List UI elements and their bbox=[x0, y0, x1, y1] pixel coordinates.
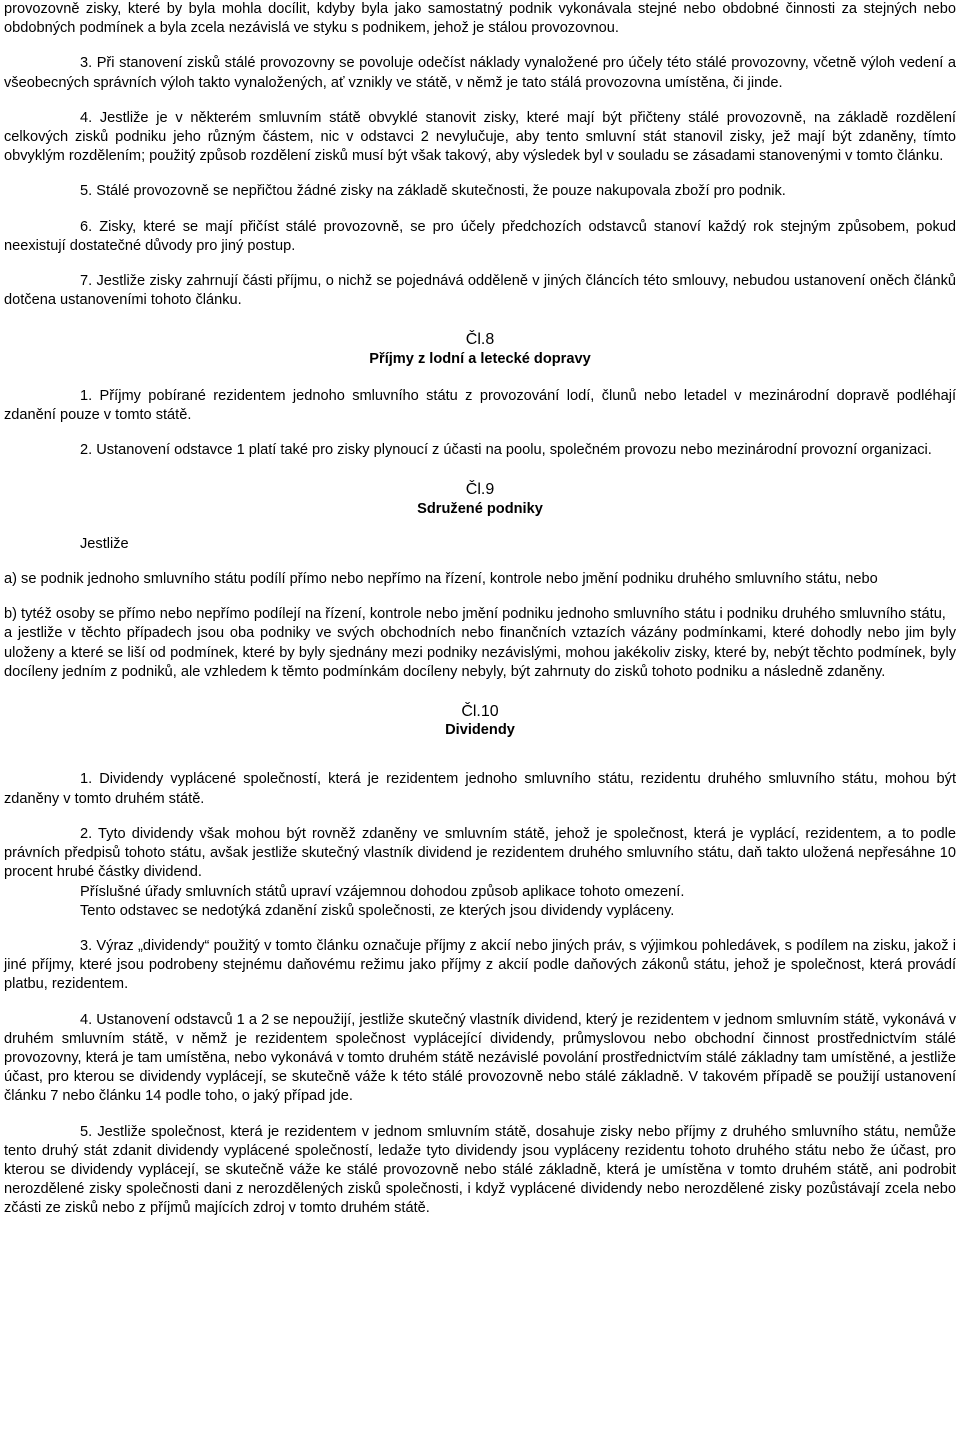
paragraph-6: 6. Zisky, které se mají přičíst stálé provozovně, se pro účely předchozích odstavců stanoví každý rok stejným způsobem, pokud neexistují dostatečné důvody pro jiný postup. bbox=[4, 218, 956, 254]
article-9-item-a: a) se podnik jednoho smluvního státu podílí přímo nebo nepřímo na řízení, kontrole nebo jmění podniku druhého smluvního státu, nebo bbox=[4, 571, 878, 588]
article-10-paragraph-2: 2. Tyto dividendy však mohou být rovněž zdaněny ve smluvním státě, jehož je společnost, která je vyplácí, rezidentem, a to podle právních předpisů tohoto státu, avšak jestliže skutečný vlastník dividend je rezidentem druhého smluvního státu, daň takto uložená nepřesáhne 10 procent hrubé částky dividend. bbox=[4, 825, 956, 881]
article-10-paragraph-2b: Příslušné úřady smluvních států upraví vzájemnou dohodou způsob aplikace tohoto omezení. bbox=[80, 883, 685, 900]
document-page bbox=[4, 0, 956, 1219]
article-8-heading bbox=[4, 330, 956, 368]
paragraph-5: 5. Stálé provozovně se nepřičtou žádné zisky na základě skutečnosti, že pouze nakupovala zboží pro podnik. bbox=[80, 183, 786, 200]
article-10-heading bbox=[4, 702, 956, 740]
paragraph-4: 4. Jestliže je v některém smluvním státě obvyklé stanovit zisky, které mají být přičteny stálé provozovně, na základě rozdělení celkových zisků podniku jeho různým částem, nic v odstavci 2 nevylučuje, aby tento smluvní stát stanovil zisky, jež mají být zdaněny, tímto obvyklým rozdělením; použitý způsob rozdělení zisků musí být však takový, aby výsledek byl v souladu se zásadami stanovenými v tomto článku. bbox=[4, 109, 956, 165]
paragraph-3: 3. Při stanovení zisků stálé provozovny se povoluje odečíst náklady vynaložené pro účely této stálé provozovny, včetně výloh vedení a všeobecných správních výloh takto vynaložených, ať vznikly ve státě, v němž je tato stálá provozovna umístěna, či jinde. bbox=[4, 55, 956, 91]
article-10-number: Čl.10 bbox=[461, 703, 499, 721]
article-10-paragraph-5: 5. Jestliže společnost, která je rezidentem v jednom smluvním státě, dosahuje zisky nebo příjmy z druhého smluvního státu, nemůže tento druhý stát zdanit dividendy vyplácené společností, ledaže tyto dividendy jsou vypláceny rezidentu tohoto druhého státu nebo že účast, pro kterou se dividendy vyplácejí, se skutečně váže ke stálé provozovně nebo stálé základně, která je umístěna v tomto druhém státě, ani podrobit nerozdělené zisky společnosti dani z nerozdělených zisků společnosti, i když vyplácené dividendy nebo nerozdělené zisky pozůstávají zcela nebo zčásti ze zisků nebo z příjmů majících zdroj v tomto druhém státě. bbox=[4, 1123, 956, 1217]
article-9-heading bbox=[4, 480, 956, 518]
paragraph-7: 7. Jestliže zisky zahrnují části příjmu, o nichž se pojednává odděleně v jiných článcích této smlouvy, nebudou ustanovení oněch článků dotčena ustanoveními tohoto článku. bbox=[4, 273, 956, 309]
article-9-item-b: b) tytéž osoby se přímo nebo nepřímo podílejí na řízení, kontrole nebo jmění podniku jednoho smluvního státu i podniku druhého smluvního státu, bbox=[4, 606, 946, 623]
article-8-paragraph-1: 1. Příjmy pobírané rezidentem jednoho smluvního státu z provozování lodí, člunů nebo letadel v mezinárodní dopravě podléhají zdanění pouze v tomto státě. bbox=[4, 387, 956, 424]
article-8-paragraph-2: 2. Ustanovení odstavce 1 platí také pro zisky plynoucí z účasti na poolu, společném provozu nebo mezinárodní provozní organizaci. bbox=[80, 442, 932, 459]
article-8-title: Příjmy z lodní a letecké dopravy bbox=[369, 350, 591, 367]
article-10-title: Dividendy bbox=[445, 722, 515, 739]
article-10-paragraph-3: 3. Výraz „dividendy“ použitý v tomto článku označuje příjmy z akcií nebo jiných práv, s výjimkou pohledávek, s podílem na zisku, jakož i jiné příjmy, které jsou podrobeny stejnému daňovému režimu jako příjmy z akcií podle daňových zákonů státu, jehož je společnost, která provádí platbu, rezidentem. bbox=[4, 937, 956, 993]
article-10-paragraph-1: 1. Dividendy vyplácené společností, která je rezidentem jednoho smluvního státu, rezidentu druhého smluvního státu, mohou být zdaněny v tomto druhém státě. bbox=[4, 771, 956, 807]
article-9-number: Čl.9 bbox=[465, 481, 495, 499]
article-9-title: Sdružené podniky bbox=[417, 500, 543, 517]
article-9-lead: Jestliže bbox=[80, 535, 129, 552]
article-9-tail: a jestliže v těchto případech jsou oba podniky ve svých obchodních nebo finančních vztazích vázány podmínkami, které dohodly nebo jim byly uloženy a které se liší od podmínek, které by byly sjednány mezi podniky nezávislými, mohou jakékoliv zisky, které by, nebýt těchto podmínek, byly docíleny jedním z podniků, ale vzhledem k těmto podmínkám docíleny nebyly, být zahrnuty do zisků tohoto podniku a následně zdaněny. bbox=[4, 625, 956, 680]
article-10-paragraph-2c: Tento odstavec se nedotýká zdanění zisků společnosti, ze kterých jsou dividendy vypláceny. bbox=[80, 902, 675, 919]
article-10-paragraph-4: 4. Ustanovení odstavců 1 a 2 se nepoužijí, jestliže skutečný vlastník dividend, který je rezidentem v jednom smluvním státě, vykonává v druhém smluvním státě, v němž je rezidentem společnost vyplácející dividendy, průmyslovou nebo obchodní činnost prostřednictvím stálé provozovny, která je tam umístěna, nebo vykonává v tomto druhém státě nezávislé povolání prostřednictvím stálé základny tam umístěné, a jestliže účast, pro kterou se dividendy vyplácejí, se skutečně váže k této stálé provozovně nebo stálé základně. V takovém případě se použijí ustanovení článku 7 nebo článku 14 podle toho, o jaký případ jde. bbox=[4, 1011, 956, 1105]
paragraph-intro: provozovně zisky, které by byla mohla docílit, kdyby byla jako samostatný podnik vykonávala stejné nebo obdobné činnosti za stejných nebo obdobných podmínek a byla zcela nezávislá ve styku s podnikem, jehož je stálou provozovnou. bbox=[4, 1, 956, 37]
article-8-number: Čl.8 bbox=[465, 331, 495, 349]
